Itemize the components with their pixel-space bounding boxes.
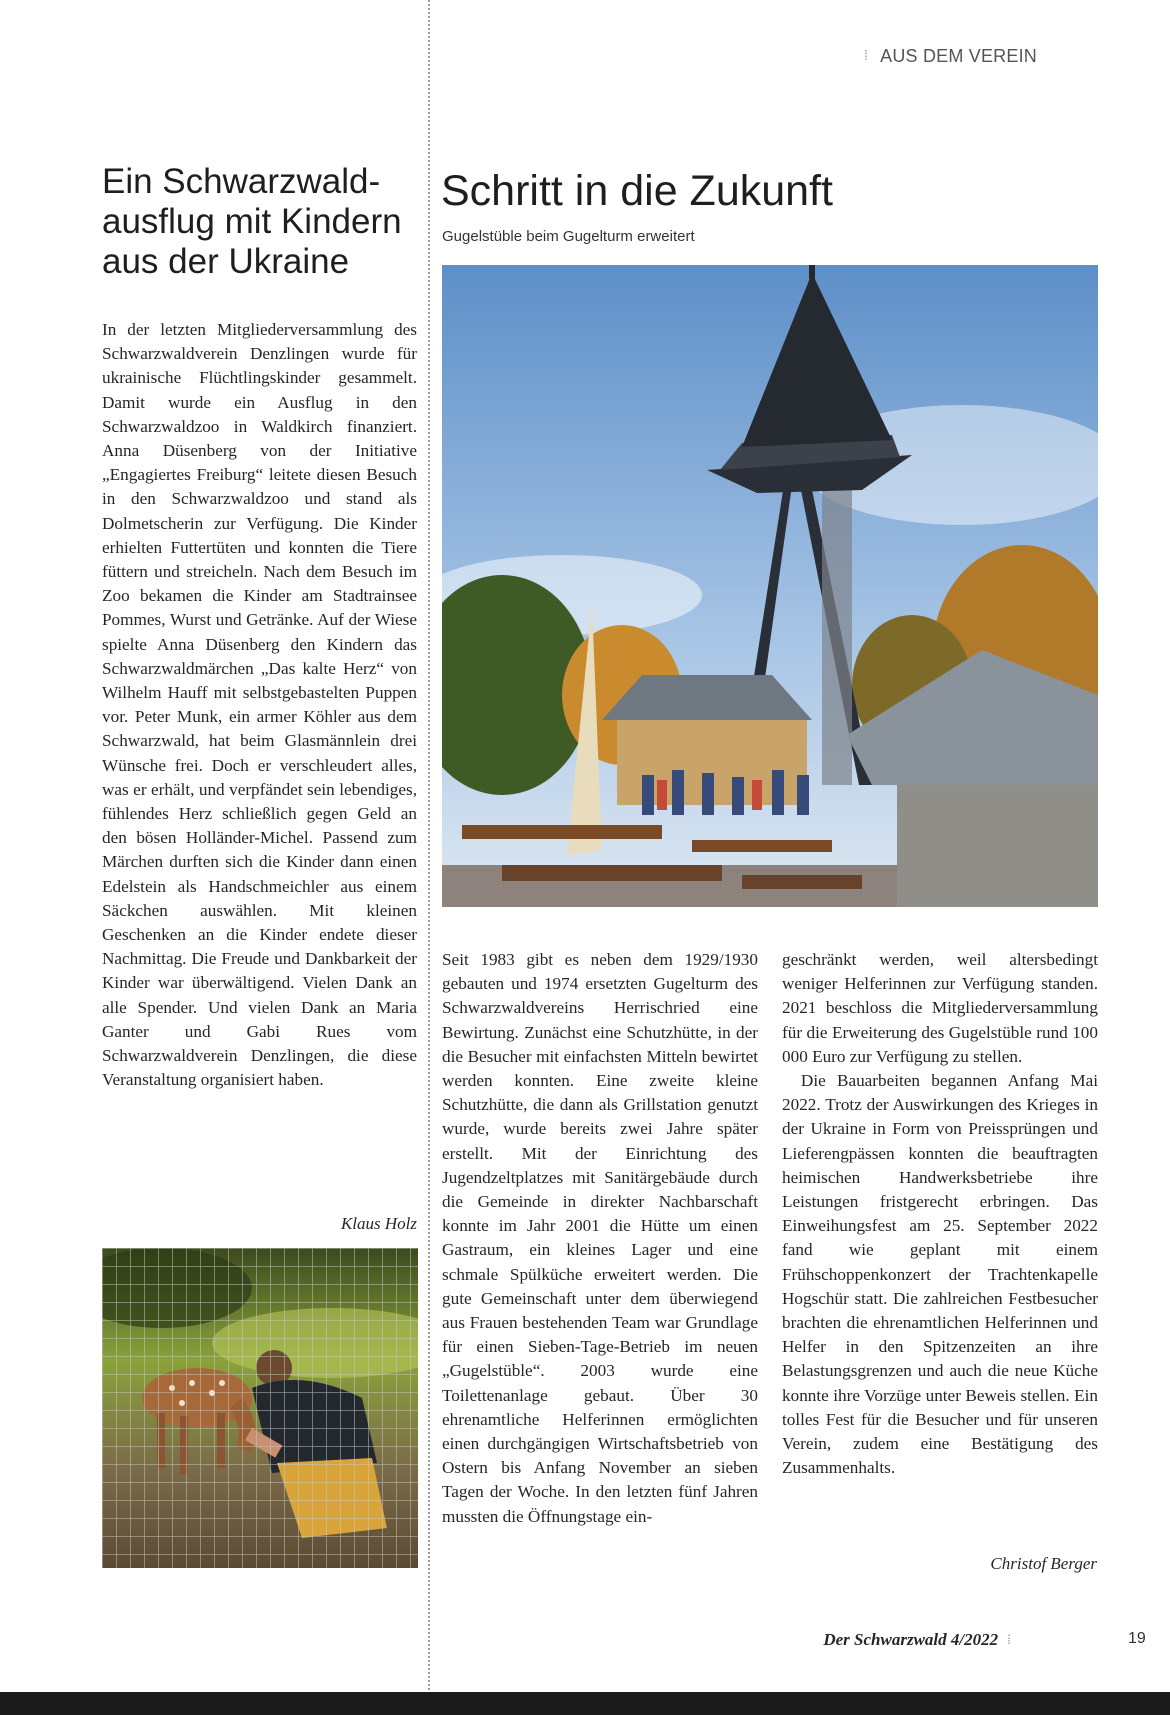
right-col1-paragraph: Seit 1983 gibt es neben dem 1929/1930 gebauten und 1974 ersetzten Gugelturm des Schwarzwaldvereins Herrischried eine Bewirtung. Zunächst eine Schutzhütte, in der die Besucher mit einfachsten Mitteln bewirtet werden konnten. Eine zweite kleine Schutzhütte, die dann als Grillstation genutzt wurde, wurde bereits zwei Jahre später erstellt. Mit der Einrichtung des Jugendzeltplatzes mit Sanitärgebäude durch die Gemeinde in direkter Nachbarschaft konnte im Jahr 2001 die Hütte um einen Gastraum, ein kleines Lager und eine schmale Spülküche erweitert werden. Die gute Gemeinschaft unter dem überwiegend aus Frauen bestehenden Team war Grundlage für einen Sieben-Tage-Betrieb im neuen „Gugelstüble“. 2003 wurde eine Toilettenanlage gebaut. Über 30 ehrenamtliche Helferinnen ermöglichten einen durchgängigen Wirtschaftsbetrieb von Ostern bis Anfang November an sieben Tagen der Woche. In den letzten fünf Jahren mussten die Öffnungstage ein- [442, 950, 758, 1526]
right-article-column-1 [442, 948, 758, 1529]
bottom-bar [0, 1692, 1170, 1715]
footer-magazine-name: Der Schwarzwald 4/2022 [823, 1630, 999, 1649]
left-article-body [102, 318, 417, 1093]
left-article-title [102, 162, 422, 282]
right-article-title: Schritt in die Zukunft [441, 167, 833, 215]
page-number: 19 [1128, 1630, 1146, 1647]
left-article-author: Klaus Holz [340, 1214, 417, 1233]
footer-separator-icon: ⁞ [1007, 1633, 1011, 1648]
right-article-subtitle: Gugelstüble beim Gugelturm erweitert [442, 228, 695, 245]
section-label [864, 46, 1037, 67]
left-title-line-3: aus der Ukraine [102, 242, 350, 281]
deer-photo-icon [102, 1248, 418, 1568]
separator-icon: ⁞ [864, 47, 869, 63]
right-col2-paragraph-2: Die Bauarbeiten begannen Anfang Mai 2022. Trotz der Auswirkungen des Krieges in der Ukraine in Form von Preissprüngen und Lieferengpässen konnten die beauftragten heimischen Handwerksbetriebe ihre Leistungen fristgerecht erbringen. Das Einweihungsfest am 25. September 2022 fand wie geplant mit einem Frühschoppenkonzert der Trachtenkapelle Hogschür statt. Die zahlreichen Festbesucher brachten die ehrenamtlichen Helferinnen und Helfer in den Spitzenzeiten an ihre Belastungsgrenzen und auch die neue Küche konnte ihre Vorzüge unter Beweis stellen. Ein tolles Fest für die Besucher und für unseren Verein, zudem eine Bestätigung des Zusammenhalts. [782, 1071, 1098, 1478]
column-divider [428, 0, 430, 1690]
right-col2-paragraph-1: geschränkt werden, weil altersbedingt weniger Helferinnen zur Verfügung standen. 2021 beschloss die Mitgliederversammlung für die Erweiterung des Gugelstüble rund 100 000 Euro zur Verfügung zu stellen. [782, 950, 1098, 1066]
tower-photo-icon [442, 265, 1098, 907]
right-article-author: Christof Berger [990, 1554, 1097, 1573]
right-article-column-2 [782, 948, 1098, 1480]
section-label-text: AUS DEM VEREIN [880, 46, 1037, 66]
footer-magazine [823, 1630, 1020, 1650]
left-article-paragraph: In der letzten Mitgliederversammlung des Schwarzwaldverein Denzlingen wurde für ukrainische Flüchtlingskinder gesammelt. Damit wurde ein Ausflug in den Schwarzwaldzoo in Waldkirch finanziert. Anna Düsenberg von der Initiative „Engagiertes Freiburg“ leitete diesen Besuch in den Schwarzwaldzoo und stand als Dolmetscherin zur Verfügung. Die Kinder erhielten Futtertüten und konnten die Tiere füttern und streicheln. Nach dem Besuch im Zoo bekamen die Kinder am Stadtrainsee Pommes, Wurst und Getränke. Auf der Wiese spielte Anna Düsenberg den Kindern das Schwarzwaldmärchen „Das kalte Herz“ von Wilhelm Hauff mit selbstgebastelten Puppen vor. Peter Munk, ein armer Köhler aus dem Schwarzwald, hat beim Glasmännlein drei Wünsche frei. Doch er verschleudert alles, was er erhält, und verpfändet sein lebendiges, fühlendes Herz schließlich gegen Geld an den bösen Holländer-Michel. Passend zum Märchen durften sich die Kinder dann einen Edelstein als Handschmeichler aus einem Säckchen auswählen. Mit kleinen Geschenken an die Kinder endete dieser Nachmittag. Die Freude und Dankbarkeit der Kinder war überwältigend. Vielen Dank an alle Spender. Und vielen Dank an Maria Ganter und Gabi Rues vom Schwarzwaldverein Denzlingen, die diese Veranstaltung organisiert haben. [102, 320, 417, 1090]
left-title-line-1: Ein Schwarzwald- [102, 162, 381, 201]
left-title-line-2: ausflug mit Kindern [102, 202, 402, 241]
